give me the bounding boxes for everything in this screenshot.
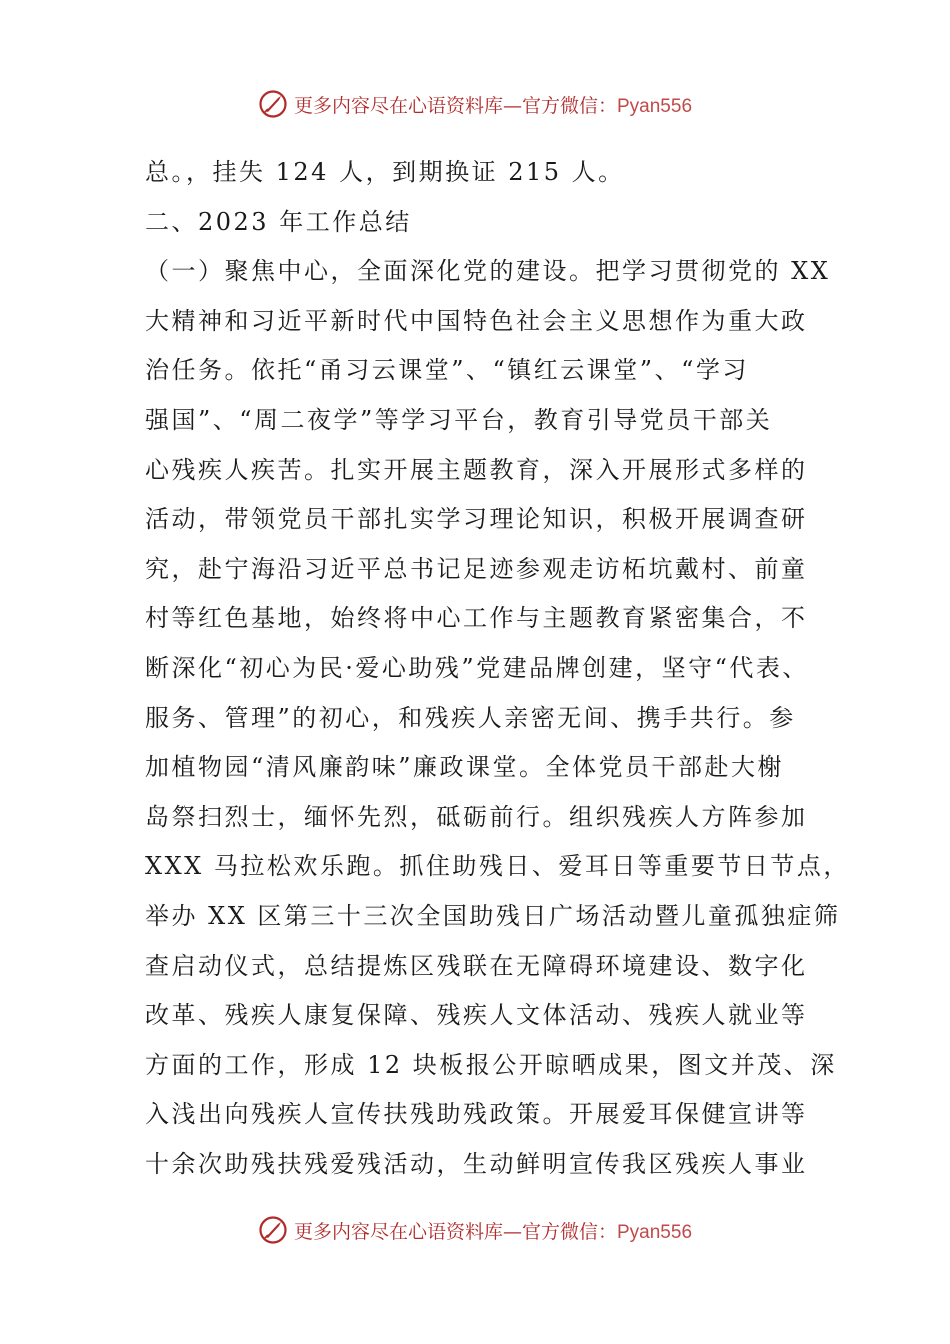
text-line: 心残疾人疾苦。扎实开展主题教育，深入开展形式多样的 — [145, 455, 808, 484]
text-line: 治任务。依托“甬习云课堂”、“镇红云课堂”、“学习 — [145, 356, 749, 385]
text-line: 活动，带领党员干部扎实学习理论知识，积极开展调查研 — [145, 505, 808, 534]
header-watermark-text — [294, 91, 692, 118]
text-line: 查启动仪式，总结提炼区残联在无障碍环境建设、数字化 — [145, 951, 808, 980]
text-line: 村等红色基地，始终将中心工作与主题教育紧密集合，不 — [145, 604, 808, 633]
watermark-wechat-label: 官方微信： — [521, 1220, 617, 1243]
text-line: 总。，挂失 124 人，到期换证 215 人。 — [145, 158, 625, 186]
text-line: （一）聚焦中心，全面深化党的建设。把学习贯彻党的 XX — [145, 257, 831, 286]
text-line: 服务、管理”的初心，和残疾人亲密无间、携手共行。参 — [145, 703, 796, 732]
quill-logo-icon — [258, 1215, 288, 1245]
text-line: XXX 马拉松欢乐跑。抓住助残日、爱耳日等重要节日节点， — [145, 852, 850, 881]
text-line: 究，赴宁海沿习近平总书记足迹参观走访柘坑戴村、前童 — [145, 554, 808, 583]
text-line: 入浅出向残疾人宣传扶残助残政策。开展爱耳保健宣讲等 — [145, 1100, 808, 1129]
watermark-dash: — — [502, 94, 522, 117]
section-heading: 二、2023 年工作总结 — [145, 207, 412, 236]
quill-logo-icon — [258, 89, 288, 119]
footer-watermark-text — [294, 1217, 692, 1244]
header-watermark-banner — [0, 84, 950, 124]
text-line: 改革、残疾人康复保障、残疾人文体活动、残疾人就业等 — [145, 1001, 808, 1030]
watermark-wechat-handle: Pyan556 — [617, 95, 693, 117]
document-body — [145, 148, 850, 1189]
text-line: 十余次助残扶残爱残活动，生动鲜明宣传我区残疾人事业 — [145, 1149, 808, 1178]
text-line: 举办 XX 区第三十三次全国助残日广场活动暨儿童孤独症筛 — [145, 901, 841, 930]
text-line: 方面的工作，形成 12 块板报公开晾晒成果，图文并茂、深 — [145, 1050, 837, 1079]
text-line: 断深化“初心为民·爱心助残”党建品牌创建，坚守“代表、 — [145, 653, 809, 682]
watermark-wechat-label: 官方微信： — [521, 94, 617, 117]
text-line: 岛祭扫烈士，缅怀先烈，砥砺前行。组织残疾人方阵参加 — [145, 802, 808, 831]
footer-watermark-banner — [0, 1210, 950, 1250]
text-line: 加植物园“清风廉韵味”廉政课堂。全体党员干部赴大榭 — [145, 753, 785, 782]
watermark-wechat-handle: Pyan556 — [617, 1221, 693, 1243]
text-line: 强国”、“周二夜学”等学习平台，教育引导党员干部关 — [145, 405, 773, 434]
watermark-main-text: 更多内容尽在心语资料库 — [293, 94, 503, 117]
watermark-main-text: 更多内容尽在心语资料库 — [293, 1220, 503, 1243]
text-line: 大精神和习近平新时代中国特色社会主义思想作为重大政 — [145, 306, 808, 335]
watermark-dash: — — [502, 1220, 522, 1243]
